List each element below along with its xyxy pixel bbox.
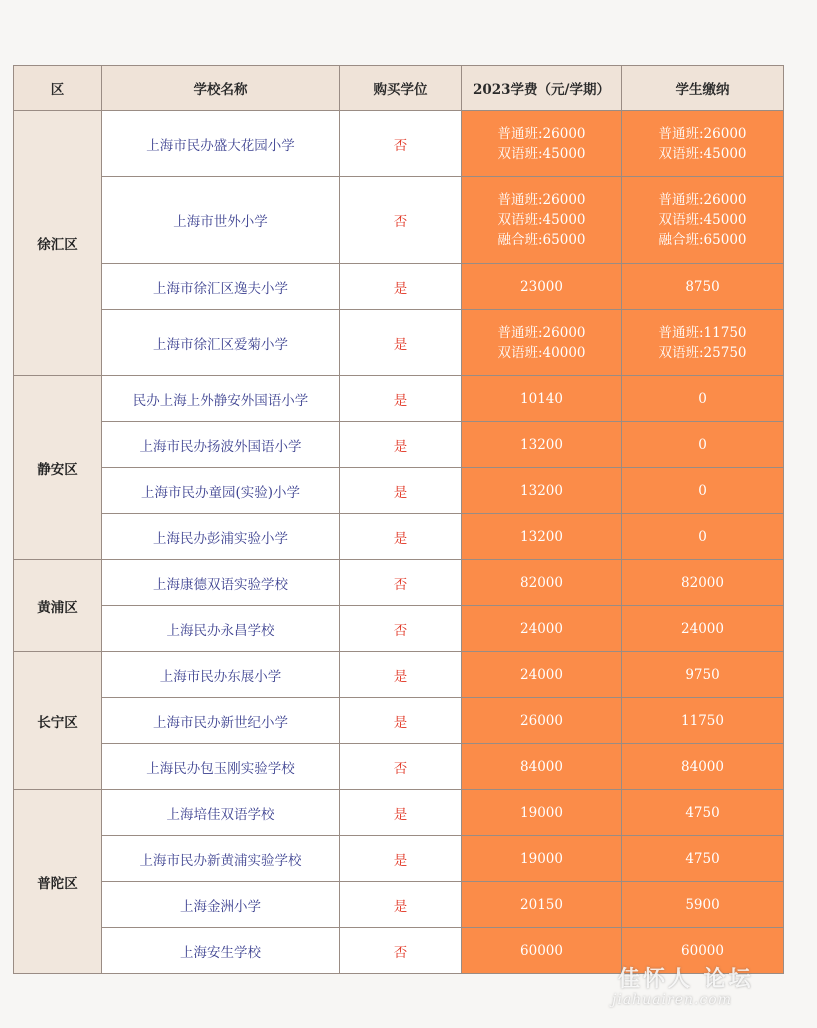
header-district: 区: [14, 66, 102, 111]
tuition-cell: [462, 790, 622, 836]
table-body: [14, 111, 784, 974]
student-paid-cell: [622, 560, 784, 606]
tuition-line: 19000: [520, 804, 563, 821]
table-row: [14, 264, 784, 310]
tuition-cell: [462, 560, 622, 606]
table-row: [14, 560, 784, 606]
tuition-cell: [462, 836, 622, 882]
tuition-cell: [462, 928, 622, 974]
header-row: [14, 66, 784, 111]
school-name-cell: 上海康德双语实验学校: [102, 560, 340, 606]
tuition-cell: [462, 744, 622, 790]
tuition-line: 普通班:26000: [497, 192, 586, 208]
table-row: [14, 468, 784, 514]
district-cell: 静安区: [14, 376, 102, 560]
paid-line: 60000: [681, 942, 724, 959]
tuition-line: 13200: [520, 528, 563, 545]
tuition-cell: [462, 310, 622, 376]
buy-degree-cell: 是: [340, 422, 462, 468]
table-row: [14, 882, 784, 928]
tuition-cell: [462, 264, 622, 310]
school-name-cell: 上海市徐汇区逸夫小学: [102, 264, 340, 310]
tuition-line: 普通班:26000: [497, 125, 586, 142]
school-name-cell: 上海市徐汇区爱菊小学: [102, 310, 340, 376]
district-cell: 长宁区: [14, 652, 102, 790]
table-row: [14, 376, 784, 422]
buy-degree-cell: 是: [340, 376, 462, 422]
tuition-line: 60000: [520, 942, 563, 959]
table-row: [14, 514, 784, 560]
school-name-cell: 民办上海上外静安外国语小学: [102, 376, 340, 422]
student-paid-cell: [622, 836, 784, 882]
tuition-line: 82000: [520, 574, 563, 591]
tuition-line: 24000: [520, 666, 563, 683]
tuition-line: 84000: [520, 758, 563, 775]
school-name-cell: 上海民办彭浦实验小学: [102, 514, 340, 560]
table-row: [14, 111, 784, 177]
paid-line: 普通班:26000: [658, 125, 747, 142]
paid-line: 0: [698, 482, 707, 499]
buy-degree-cell: 是: [340, 514, 462, 560]
buy-degree-cell: 是: [340, 790, 462, 836]
paid-line: 0: [698, 436, 707, 453]
student-paid-cell: [622, 744, 784, 790]
table-row: [14, 177, 784, 264]
table-row: [14, 836, 784, 882]
tuition-line: 19000: [520, 850, 563, 867]
school-fee-table: [13, 65, 784, 974]
paid-line: 0: [698, 390, 707, 407]
buy-degree-cell: 是: [340, 698, 462, 744]
paid-line: 双语班:45000: [658, 145, 747, 162]
forum-watermark: [610, 962, 810, 1018]
tuition-line: 13200: [520, 436, 563, 453]
student-paid-cell: [622, 698, 784, 744]
tuition-cell: [462, 514, 622, 560]
paid-line: 9750: [685, 666, 720, 683]
table-row: [14, 652, 784, 698]
student-paid-cell: [622, 310, 784, 376]
student-paid-cell: [622, 468, 784, 514]
tuition-line: 融合班:65000: [497, 232, 586, 248]
paid-line: 11750: [681, 712, 724, 729]
buy-degree-cell: 是: [340, 468, 462, 514]
school-name-cell: 上海民办包玉刚实验学校: [102, 744, 340, 790]
tuition-cell: [462, 606, 622, 652]
tuition-line: 26000: [520, 712, 563, 729]
tuition-line: 23000: [520, 278, 563, 295]
table-row: [14, 790, 784, 836]
buy-degree-cell: 否: [340, 606, 462, 652]
school-name-cell: 上海市民办童园(实验)小学: [102, 468, 340, 514]
paid-line: 84000: [681, 758, 724, 775]
table-row: [14, 422, 784, 468]
tuition-cell: [462, 882, 622, 928]
paid-line: 融合班:65000: [658, 232, 747, 248]
buy-degree-cell: 是: [340, 264, 462, 310]
table-row: [14, 310, 784, 376]
student-paid-cell: [622, 606, 784, 652]
paid-line: 82000: [681, 574, 724, 591]
school-name-cell: 上海市民办扬波外国语小学: [102, 422, 340, 468]
tuition-line: 普通班:26000: [497, 324, 586, 341]
tuition-cell: [462, 376, 622, 422]
school-name-cell: 上海市民办新黄浦实验学校: [102, 836, 340, 882]
buy-degree-cell: 否: [340, 177, 462, 264]
student-paid-cell: [622, 422, 784, 468]
school-name-cell: 上海安生学校: [102, 928, 340, 974]
buy-degree-cell: 否: [340, 560, 462, 606]
tuition-cell: [462, 468, 622, 514]
table-row: [14, 698, 784, 744]
district-cell: 普陀区: [14, 790, 102, 974]
header-school-name: 学校名称: [102, 66, 340, 111]
student-paid-cell: [622, 652, 784, 698]
district-cell: 徐汇区: [14, 111, 102, 376]
school-name-cell: 上海市民办东展小学: [102, 652, 340, 698]
tuition-line: 双语班:40000: [497, 344, 586, 361]
school-name-cell: 上海民办永昌学校: [102, 606, 340, 652]
student-paid-cell: [622, 790, 784, 836]
student-paid-cell: [622, 514, 784, 560]
paid-line: 4750: [685, 850, 720, 867]
tuition-line: 10140: [520, 390, 563, 407]
buy-degree-cell: 是: [340, 836, 462, 882]
school-name-cell: 上海金洲小学: [102, 882, 340, 928]
paid-line: 普通班:26000: [658, 192, 747, 208]
paid-line: 5900: [685, 896, 720, 913]
buy-degree-cell: 否: [340, 744, 462, 790]
header-buy-degree: 购买学位: [340, 66, 462, 111]
tuition-line: 20150: [520, 896, 563, 913]
student-paid-cell: [622, 177, 784, 264]
school-name-cell: 上海市民办盛大花园小学: [102, 111, 340, 177]
tuition-line: 双语班:45000: [497, 212, 586, 228]
tuition-cell: [462, 652, 622, 698]
school-name-cell: 上海培佳双语学校: [102, 790, 340, 836]
paid-line: 普通班:11750: [658, 324, 747, 341]
student-paid-cell: [622, 264, 784, 310]
paid-line: 4750: [685, 804, 720, 821]
school-name-cell: 上海市民办新世纪小学: [102, 698, 340, 744]
tuition-cell: [462, 422, 622, 468]
paid-line: 24000: [681, 620, 724, 637]
buy-degree-cell: 是: [340, 652, 462, 698]
buy-degree-cell: 是: [340, 310, 462, 376]
tuition-line: 双语班:45000: [497, 145, 586, 162]
header-student-paid: 学生缴纳: [622, 66, 784, 111]
paid-line: 0: [698, 528, 707, 545]
table-row: [14, 744, 784, 790]
district-cell: 黄浦区: [14, 560, 102, 652]
student-paid-cell: [622, 376, 784, 422]
buy-degree-cell: 是: [340, 882, 462, 928]
table-row: [14, 606, 784, 652]
school-name-cell: 上海市世外小学: [102, 177, 340, 264]
tuition-line: 24000: [520, 620, 563, 637]
buy-degree-cell: 否: [340, 111, 462, 177]
header-tuition-2023: 2023学费（元/学期）: [462, 66, 622, 111]
watermark-sub-text: jiahuairen.com: [612, 992, 733, 1008]
tuition-cell: [462, 698, 622, 744]
tuition-cell: [462, 177, 622, 264]
student-paid-cell: [622, 111, 784, 177]
buy-degree-cell: 否: [340, 928, 462, 974]
tuition-line: 13200: [520, 482, 563, 499]
paid-line: 双语班:25750: [658, 344, 747, 361]
student-paid-cell: [622, 882, 784, 928]
paid-line: 双语班:45000: [658, 212, 747, 228]
paid-line: 8750: [685, 278, 720, 295]
tuition-cell: [462, 111, 622, 177]
watermark-main-text: 佳怀人 论坛: [618, 966, 754, 992]
